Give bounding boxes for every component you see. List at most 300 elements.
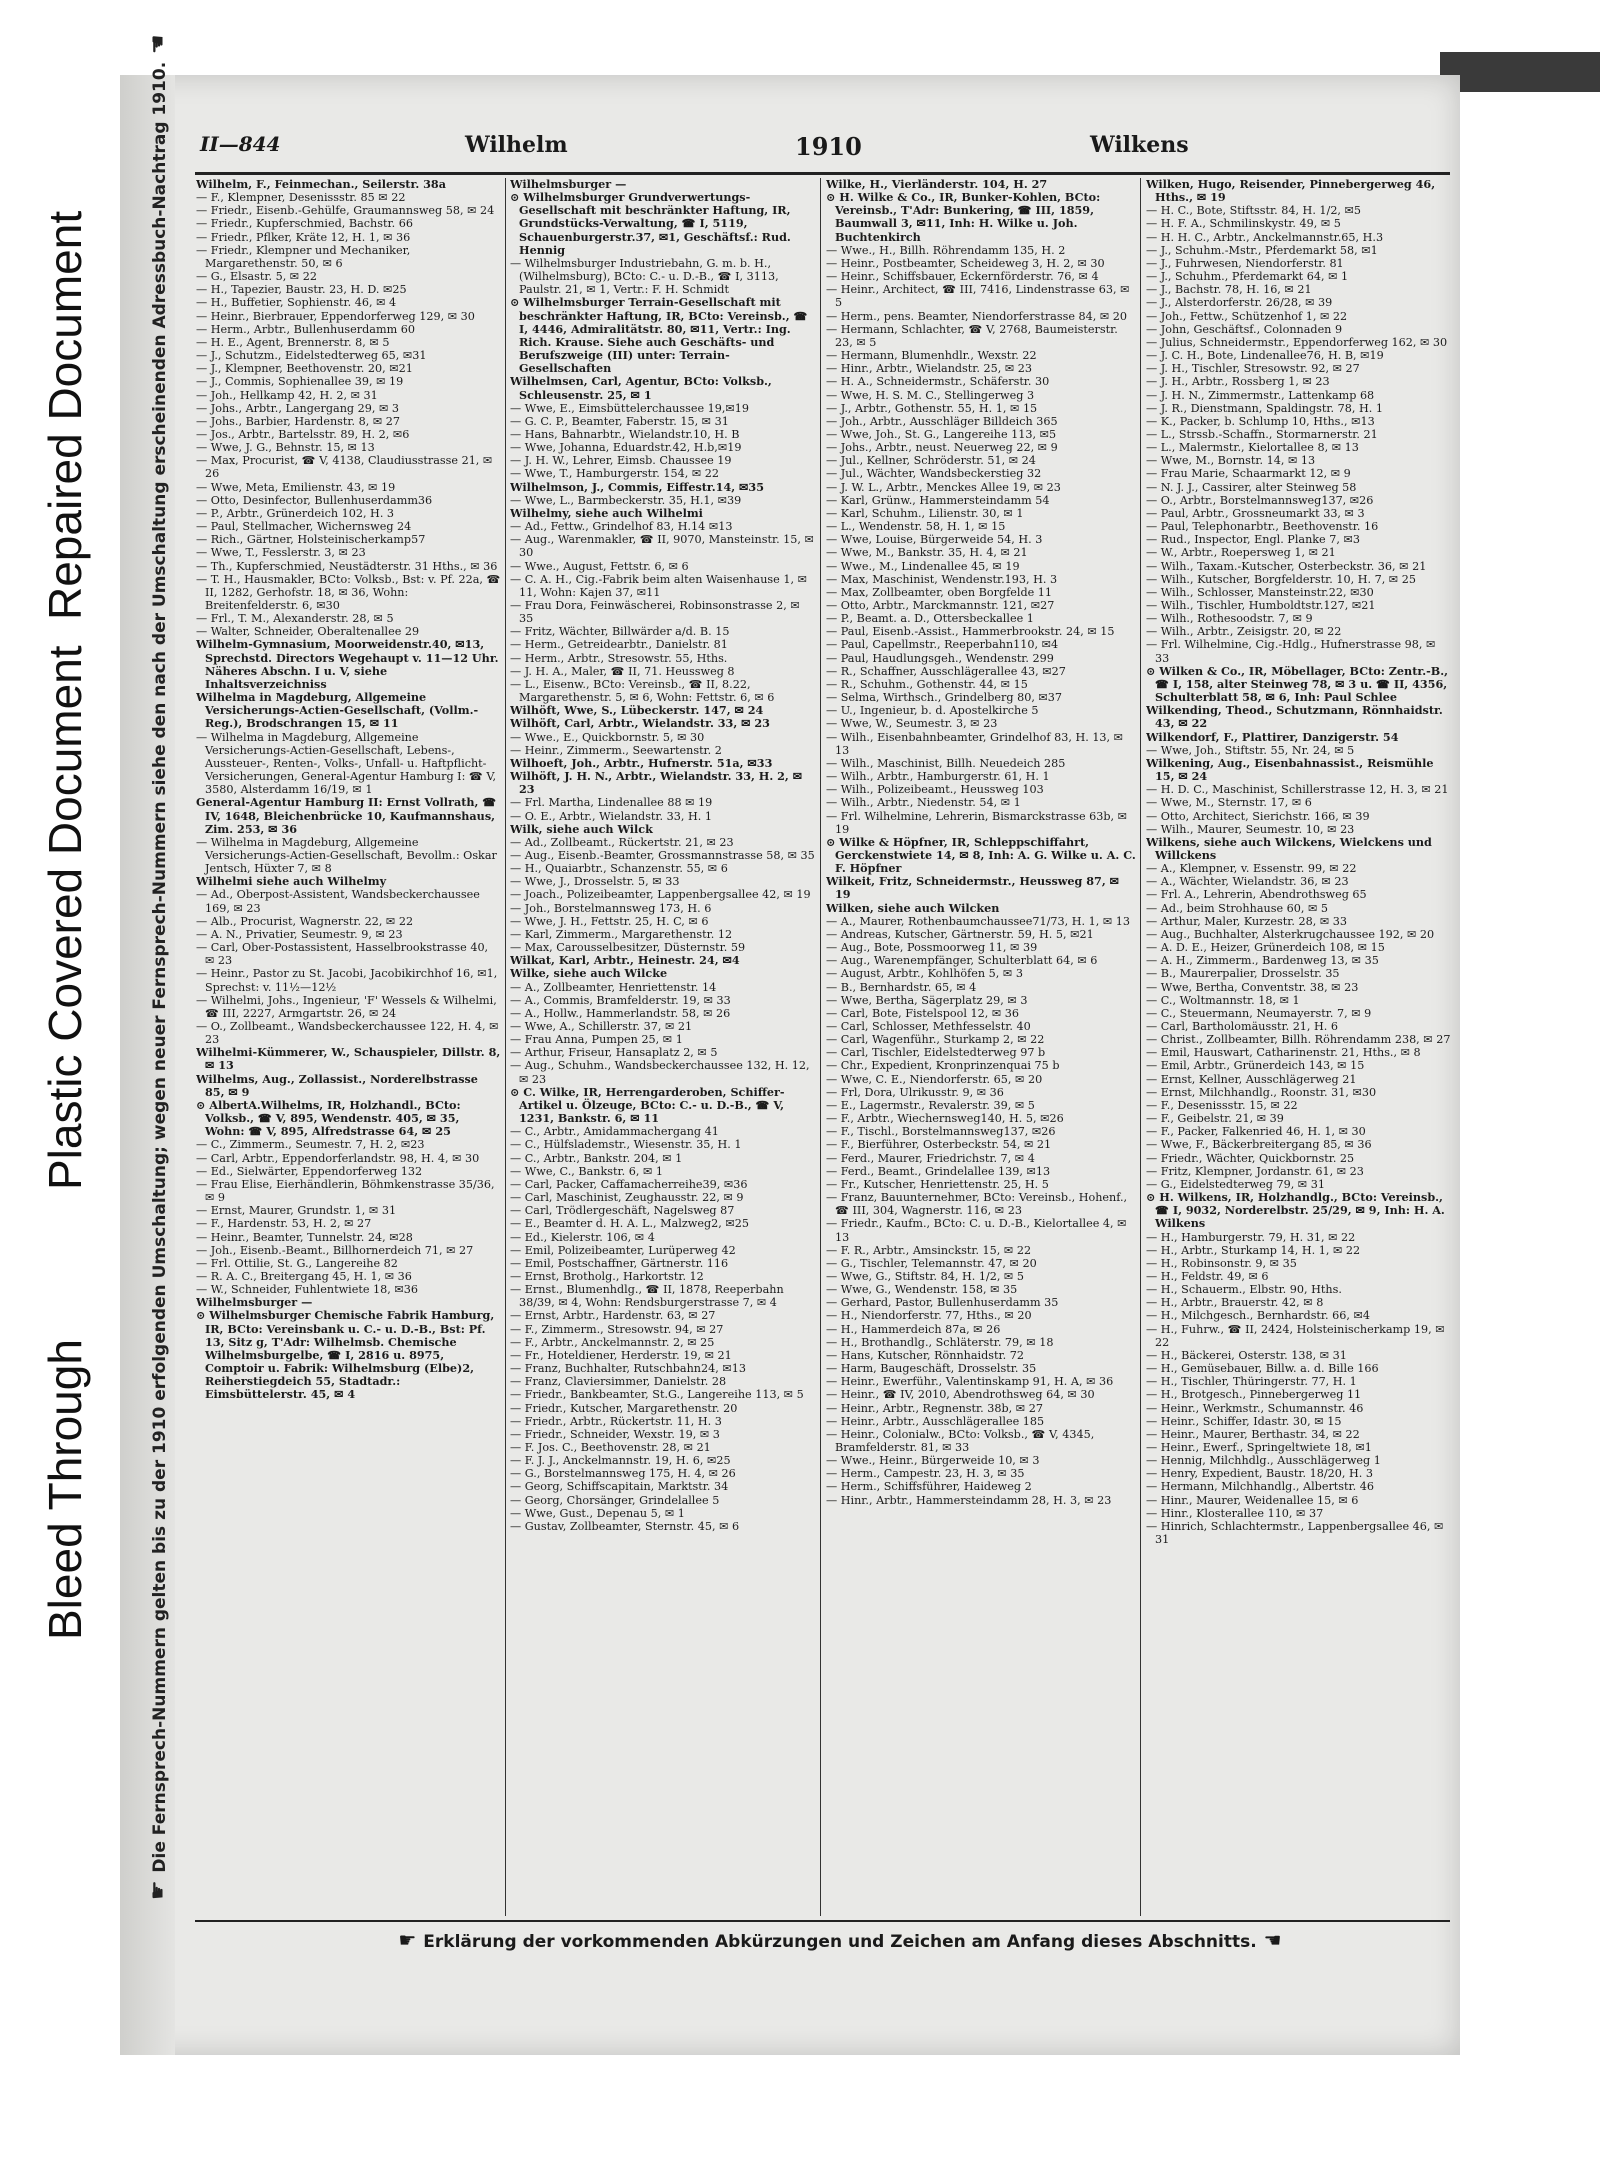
directory-entry: — C., Zimmerm., Seumestr. 7, H. 2, ✉23 [196,1138,425,1152]
directory-entry: Wilkendorf, F., Plattirer, Danzigerstr. 54 [1146,729,1399,744]
directory-entry: — F. R., Arbtr., Amsinckstr. 15, ✉ 22 [826,1243,1032,1257]
directory-entry: — Wwe, Gust., Depenau 5, ✉ 1 [510,1506,685,1520]
bleed-through-label: Bleed Through [39,1339,91,1640]
directory-entry: — Georg, Schiffscapitain, Marktstr. 34 [510,1480,729,1494]
directory-entry: — Wilhelma in Magdeburg, Allgemeine Versicherungs-Actien-Gesellschaft, Lebens-, Aussteuer-, Renten-, Volks-, Unfall- u. Haftpflicht-Versicherungen, General-Agentur Hamburg I: ☎ V, 3580, Alsterdamm 16/19, ✉ 1 [196,730,497,797]
directory-entry: — C., Arbtr., Amidammachergang 41 [510,1125,719,1139]
directory-entry: — Frau Marie, Schaarmarkt 12, ✉ 9 [1146,467,1351,481]
directory-entry: — Ernst, Brotholg., Harkortstr. 12 [510,1269,704,1283]
directory-entry: — R., Schuhm., Gothenstr. 44, ✉ 15 [826,677,1028,691]
directory-entry: — Max, Maschinist, Wendenstr.193, H. 3 [826,572,1058,586]
directory-entry: — Heinr., Schiffer, Idastr. 30, ✉ 15 [1146,1414,1342,1428]
directory-entry: — Wilh., Schlosser, Mansteinstr.22, ✉30 [1146,585,1374,599]
directory-entry: — Walter, Schneider, Oberaltenallee 29 [196,625,420,639]
directory-entry: — Joh., Fettw., Schützenhof 1, ✉ 22 [1146,309,1348,323]
directory-entry: — H., Gemüsebauer, Billw. a. d. Bille 166 [1146,1362,1379,1376]
directory-entry: — J. C. H., Bote, Lindenallee76, H. B, ✉19 [1146,349,1384,363]
directory-entry: — Ad., Zollbeamt., Rückertstr. 21, ✉ 23 [510,835,734,849]
directory-entry: — Johs., Arbtr., neust. Neuerweg 22, ✉ 9 [826,441,1058,455]
directory-entry: — Ferd., Beamt., Grindelallee 139, ✉13 [826,1164,1051,1178]
directory-entry: — H., Hamburgerstr. 79, H. 31, ✉ 22 [1146,1230,1356,1244]
directory-entry: — Joh., Eisenb.-Beamt., Billhornerdeich 71, ✉ 27 [196,1243,474,1257]
directory-entry: — A., Wächter, Wielandstr. 36, ✉ 23 [1146,875,1349,889]
directory-entry: — Heinr., Beamter, Tunnelstr. 24, ✉28 [196,1230,413,1244]
directory-entry: ⊙ Wilhelmsburger Chemische Fabrik Hamburg, IR, BCto: Vereinsbank u. C.- u. D.-B., Bst: Pf. 13, Sitz g, T'Adr: Wilhelmsb. Chemische Wilhelmsburgelbe, ☎ I, 2816 u. 8975, Comptoir u. Fabrik: Wilhelmsburg (Elbe)2, Reiherstiegdeich 55, Stadtadr.: Eimsbüttelerstr. 45, ✉ 4 [196,1308,495,1402]
directory-entry: — Fritz, Wächter, Billwärder a/d. B. 15 [510,625,730,639]
directory-entry: Wilkens, siehe auch Wilckens, Wielckens und Willckens [1146,834,1432,862]
header-rule [195,172,1450,175]
directory-entry: — Otto, Architect, Sierichstr. 166, ✉ 39 [1146,809,1370,823]
directory-entry: — Hinr., Arbtr., Wielandstr. 25, ✉ 23 [826,362,1033,376]
directory-entry: — Friedr., Kupferschmied, Bachstr. 66 [196,217,413,231]
directory-entry: — Otto, Arbtr., Marckmannstr. 121, ✉27 [826,599,1055,612]
directory-entry: — R. A. C., Breitergang 45, H. 1, ✉ 36 [196,1269,412,1283]
directory-entry: — H., Brothandlg., Schläterstr. 79, ✉ 18 [826,1335,1054,1349]
directory-entry: Wilhoeft, Joh., Arbtr., Hufnerstr. 51a, ✉33 [510,755,773,770]
directory-entry: — Wilh., Eisenbahnbeamter, Grindelhof 83, H. 13, ✉ 13 [826,730,1124,757]
directory-entry: — Alb., Procurist, Wagnerstr. 22, ✉ 22 [196,914,414,928]
column-divider [1140,178,1141,1916]
directory-entry: — Friedr., Bankbeamter, St.G., Langereihe 113, ✉ 5 [510,1388,804,1402]
directory-entry: — Paul, Eisenb.-Assist., Hammerbrookstr. 24, ✉ 15 [826,625,1115,639]
directory-entry: — Heinr., Ewerführ., Valentinskamp 91, H. A, ✉ 36 [826,1375,1114,1389]
directory-entry: — Joh., Borstelmannsweg 173, H. 6 [510,901,712,915]
directory-entry: — Max, Zollbeamter, oben Borgfelde 11 [826,585,1053,599]
directory-entry: — C. A. H., Cig.-Fabrik beim alten Waisenhause 1, ✉ 11, Wohn: Kajen 37, ✉11 [510,572,807,599]
directory-entry: — Heinr., Architect, ☎ III, 7416, Lindenstrasse 63, ✉ 5 [826,283,1130,310]
directory-entry: — W., Arbtr., Roepersweg 1, ✉ 21 [1146,546,1336,560]
directory-entry: — Paul, Haudlungsgeh., Wendenstr. 299 [826,651,1054,665]
directory-entry: — Hinr., Arbtr., Hammersteindamm 28, H. 3, ✉ 23 [826,1493,1112,1507]
directory-entry: — J. W. L., Arbtr., Menckes Allee 19, ✉ 23 [826,480,1061,494]
directory-entry: — A., Commis, Bramfelderstr. 19, ✉ 33 [510,993,731,1007]
directory-entry: — P., Beamt. a. D., Ottersbeckallee 1 [826,612,1034,626]
directory-entry: — Joach., Polizeibeamter, Lappenbergsallee 42, ✉ 19 [510,888,811,902]
directory-entry: General-Agentur Hamburg II: Ernst Vollrath, ☎ IV, 1648, Bleichenbrücke 10, Kaufmannshaus, Zim. 253, ✉ 36 [196,795,497,836]
directory-entry: — Hinrich, Schlachtermstr., Lappenbergsallee 46, ✉ 31 [1146,1519,1444,1547]
directory-entry: — F., Tischl., Borstelmannsweg137, ✉26 [826,1125,1056,1139]
directory-entry: — L., Strssb.-Schaffn., Stormarnerstr. 21 [1146,427,1378,441]
directory-entry: — Wwe, M., Bornstr. 14, ✉ 13 [1146,454,1316,468]
directory-entry: — Wwe, C. E., Niendorferstr. 65, ✉ 20 [826,1072,1043,1086]
directory-entry: — Franz, Claviersimmer, Danielstr. 28 [510,1375,727,1389]
directory-entry: — Emil, Postschaffner, Gärtnerstr. 116 [510,1256,729,1270]
directory-entry: — F., Geibelstr. 21, ✉ 39 [1146,1112,1284,1126]
directory-entry: — Joh., Hellkamp 42, H. 2, ✉ 31 [196,388,378,402]
directory-entry: Wilhelmy, siehe auch Wilhelmi [510,505,703,520]
directory-entry: Wilhelmson, J., Commis, Eiffestr.14, ✉35 [510,479,764,494]
edition-year: 1910 [795,132,862,161]
directory-entry: — Heinr., ☎ IV, 2010, Abendrothsweg 64, ✉ 30 [826,1388,1095,1402]
directory-entry: — Wwe., M., Lindenallee 45, ✉ 19 [826,559,1020,573]
directory-entry: — H., Hammerdeich 87a, ✉ 26 [826,1322,1001,1336]
directory-entry: — Christ., Zollbeamter, Billh. Röhrendamm 238, ✉ 27 [1146,1033,1451,1047]
directory-entry: — J., Arbtr., Gothenstr. 55, H. 1, ✉ 15 [826,401,1038,415]
directory-entry: ⊙ Wilken & Co., IR, Möbellager, BCto: Zentr.-B., ☎ I, 158, alter Steinweg 78, ✉ 3 u. ☎ II, 4356, Schulterblatt 58, ✉ 6, Inh: Paul Schlee [1146,663,1449,705]
directory-entry: Wilhöft, Wwe, S., Lübeckerstr. 147, ✉ 24 [510,703,764,718]
directory-entry: — Carl, Trödlergeschäft, Nagelsweg 87 [510,1204,735,1218]
directory-entry: — H., Tischler, Thüringerstr. 77, H. 1 [1146,1375,1357,1389]
directory-entry: — F., Arbtr., Anckelmannstr. 2, ✉ 25 [510,1335,715,1349]
directory-entry: — J., Schutzm., Eidelstedterweg 65, ✉31 [196,349,427,363]
directory-entry: — C., Steuermann, Neumayerstr. 7, ✉ 9 [1146,1006,1372,1020]
directory-entry: — O. E., Arbtr., Wielandstr. 33, H. 1 [510,809,712,823]
directory-entry: — Franz, Bauunternehmer, BCto: Vereinsb., Hohenf., ☎ III, 304, Wagnerstr. 116, ✉ 23 [826,1191,1128,1218]
directory-entry: — Paul, Arbtr., Grossneumarkt 33, ✉ 3 [1146,506,1365,520]
directory-entry: ⊙ H. Wilkens, IR, Holzhandlg., BCto: Vereinsb., ☎ I, 9032, Norderelbstr. 25/29, ✉ 9, Inh: H. A. Wilkens [1146,1190,1445,1231]
directory-entry: — H., Robinsonstr. 9, ✉ 35 [1146,1256,1297,1270]
directory-entry: — Carl, Schlosser, Methfesselstr. 40 [826,1020,1031,1033]
directory-entry: — Herm., Arbtr., Stresowstr. 55, Hths. [510,651,728,665]
directory-entry: — Wwe., E., Quickbornstr. 5, ✉ 30 [510,730,705,744]
directory-entry: — Herm., Campestr. 23, H. 3, ✉ 35 [826,1467,1025,1481]
directory-entry: — Wilhelma in Magdeburg, Allgemeine Versicherungs-Actien-Gesellschaft, Bevollm.: Oskar Jentsch, Hüxter 7, ✉ 8 [196,835,497,876]
directory-entry: — Wilh., Arbtr., Zeisigstr. 20, ✉ 22 [1146,625,1342,639]
directory-entry: — E., Beamter d. H. A. L., Malzweg2, ✉25 [510,1217,749,1231]
footer-rule [195,1920,1450,1922]
directory-entry: — H., Quaiarbtr., Schanzenstr. 55, ✉ 6 [510,862,728,876]
directory-entry: — Wwe., H., Billh. Röhrendamm 135, H. 2 [826,243,1066,257]
directory-entry: — Wwe, H. S. M. C., Stellingerweg 3 [826,388,1035,402]
directory-entry: — Hans, Bahnarbtr., Wielandstr.10, H. B [510,427,740,441]
directory-entry: — Herm., Getreidearbtr., Danielstr. 81 [510,638,728,652]
directory-entry: — F., Packer, Falkenried 46, H. 1, ✉ 30 [1146,1125,1366,1139]
directory-entry: — F., Zimmerm., Stresowstr. 94, ✉ 27 [510,1322,724,1336]
directory-entry: — Ferd., Maurer, Friedrichstr. 7, ✉ 4 [826,1151,1035,1165]
directory-entry: — Wwe, J. H., Fettstr. 25, H. C, ✉ 6 [510,914,709,928]
directory-entry: — Heinr., Ewerf., Springeltwiete 18, ✉1 [1146,1441,1372,1454]
directory-entry: — Carl, Arbtr., Eppendorferlandstr. 98, H. 4, ✉ 30 [196,1151,480,1165]
plastic-covered-document-label: Plastic Covered Document [39,645,91,1190]
directory-entry: — Aug., Buchhalter, Alsterkrugchaussee 192, ✉ 20 [1146,927,1435,941]
directory-entry: — Frau Elise, Eierhändlerin, Böhmkenstrasse 35/36, ✉ 9 [196,1177,495,1205]
directory-entry: — J. H., Arbtr., Rossberg 1, ✉ 23 [1146,375,1330,389]
directory-entry: — Friedr., Pflker, Kräte 12, H. 1, ✉ 36 [196,230,411,244]
directory-entry: — Friedr., Wächter, Quickbornstr. 25 [1146,1151,1355,1165]
directory-entry: — Herm., Arbtr., Bullenhuserdamm 60 [196,322,415,336]
pointing-hand-icon: ☛ [146,1872,171,1900]
directory-entry: — Wwe, J., Drosselstr. 5, ✉ 33 [510,875,680,889]
directory-entry: — H., Arbtr., Brauerstr. 42, ✉ 8 [1146,1296,1324,1310]
directory-entry: — J. H. N., Zimmermstr., Lattenkamp 68 [1146,388,1375,402]
directory-entry: — Wwe, Joh., St. G., Langereihe 113, ✉5 [826,427,1057,441]
directory-entry: — Wwe, T., Fesslerstr. 3, ✉ 23 [196,546,366,560]
pointing-hand-icon: ☚ [146,34,171,62]
directory-entry: — Th., Kupferschmied, Neustädterstr. 31 Hths., ✉ 36 [196,559,498,573]
directory-entry: — Heinr., Bierbrauer, Eppendorferweg 129, ✉ 30 [196,309,475,323]
directory-entry: — Carl, Ober-Postassistent, Hasselbrookstrasse 40, ✉ 23 [196,941,489,968]
directory-entry: — A., Zollbeamter, Henriettenstr. 14 [510,980,717,994]
directory-entry: — L., Eisenw., BCto: Vereinsb., ☎ II, 8.22, Margarethenstr. 5, ✉ 6, Wohn: Fettstr. 6, ✉ 6 [510,677,775,705]
directory-entry: — Hans, Kutscher, Rönnhaidstr. 72 [826,1348,1024,1362]
directory-entry: — Ernst, Milchhandlg., Roonstr. 31, ✉30 [1146,1085,1377,1099]
directory-entry: — Hermann, Milchhandlg., Albertstr. 46 [1146,1480,1374,1494]
directory-entry: — Aug., Bote, Possmoorweg 11, ✉ 39 [826,941,1038,955]
directory-entry: — A. D. E., Heizer, Grünerdeich 108, ✉ 15 [1146,941,1385,955]
directory-entry: — Friedr., Kaufm., BCto: C. u. D.-B., Kielortallee 4, ✉ 13 [826,1217,1127,1244]
directory-entry: — Friedr., Kutscher, Margarethenstr. 20 [510,1401,738,1415]
directory-entry: — Chr., Expedient, Kronprinzenquai 75 b [826,1059,1060,1073]
directory-entry: — Heinr., Pastor zu St. Jacobi, Jacobikirchhof 16, ✉1, Sprechst: v. 11½—12½ [196,967,498,994]
directory-entry: Wilke, H., Vierländerstr. 104, H. 27 [826,178,1048,191]
directory-entry: — Carl, Wagenführ., Sturkamp 2, ✉ 22 [826,1033,1045,1047]
directory-entry: Wilhelma in Magdeburg, Allgemeine Versicherungs-Actien-Gesellschaft, (Vollm.-Reg.), Brodschrangen 15, ✉ 11 [196,690,479,731]
directory-entry: — A., Klempner, v. Essenstr. 99, ✉ 22 [1146,862,1357,876]
side-notice-text: Die Fernsprech-Nummern gelten bis zu der 1910 erfolgenden Umschaltung; wegen neuer Fernsprech-Nummern siehe den nach der Umschaltung erscheinenden Adressbuch-Nachtrag 1910. [150,61,170,1873]
directory-entry: — Aug., Schuhm., Wandsbeckerchaussee 132, H. 12, ✉ 23 [510,1059,810,1086]
directory-entry: — Otto, Desinfector, Bullenhuserdamm36 [196,493,433,507]
directory-entry: — H. F. A., Schmilinskystr. 49, ✉ 5 [1146,217,1341,231]
directory-entry: — J., Alsterdorferstr. 26/28, ✉ 39 [1146,296,1333,310]
directory-entry: — Andreas, Kutscher, Gärtnerstr. 59, H. 5, ✉21 [826,927,1094,941]
directory-entry: — Friedr., Eisenb.-Gehülfe, Graumannsweg 58, ✉ 24 [196,204,495,218]
directory-entry: — O., Arbtr., Borstelmannsweg137, ✉26 [1146,493,1374,507]
directory-entry: Wilhelmi siehe auch Wilhelmy [196,874,387,889]
directory-entry: ⊙ H. Wilke & Co., IR, Bunker-Kohlen, BCto: Vereinsb., T'Adr: Bunkering, ☎ III, 1859, Baumwall 3, ✉11, Inh: H. Wilke u. Joh. Buchtenkirch [826,190,1101,244]
directory-entry: Wilke, siehe auch Wilcke [510,966,668,981]
directory-entry: — Emil, Hauswart, Catharinenstr. 21, Hths., ✉ 8 [1146,1046,1421,1060]
directory-entry: ⊙ Wilhelmsburger Grundverwertungs-Gesellschaft mit beschränkter Haftung, IR, Grundstücks-Verwaltung, ☎ I, 5119, Schauenburgerstr.37, ✉1, Geschäftsf.: Rud. Hennig [510,190,791,257]
directory-entry: — Harm, Baugeschäft, Drosselstr. 35 [826,1362,1037,1376]
directory-entry: Wilhelmsburger — [510,178,627,191]
directory-entry: — Wwe, T., Hamburgerstr. 154, ✉ 22 [510,467,720,481]
directory-entry: — B., Bernhardstr. 65, ✉ 4 [826,980,977,994]
directory-entry: — Wwe, F., Bäckerbreitergang 85, ✉ 36 [1146,1138,1372,1152]
directory-entry: — Carl, Maschinist, Zeughausstr. 22, ✉ 9 [510,1191,744,1205]
directory-entry: — C., Woltmannstr. 18, ✉ 1 [1146,993,1300,1007]
directory-entry: — Selma, Wirthsch., Grindelberg 80, ✉37 [826,691,1063,705]
directory-entry: — H., Feldstr. 49, ✉ 6 [1146,1269,1269,1283]
directory-entry: — Heinr., Schiffsbauer, Eckernförderstr. 76, ✉ 4 [826,270,1099,284]
directory-entry: — A., Hollw., Hammerlandstr. 58, ✉ 26 [510,1006,731,1020]
page-number: II—844 [200,132,281,156]
directory-entry: — Wwe, M., Sternstr. 17, ✉ 6 [1146,796,1312,810]
directory-entry: — Wilh., Rothesoodstr. 7, ✉ 9 [1146,612,1313,626]
directory-entry: ⊙ Wilhelmsburger Terrain-Gesellschaft mit beschränkter Haftung, IR, BCto: Vereinsb., ☎ I, 4446, Admiralitätstr. 80, ✉11, Vertr.: Ing. Rich. Krause. Siehe auch Geschäfts- und Berufszweige (III) unter: Terrain-Gesellschaften [510,295,808,376]
directory-entry: — Heinr., Werkmstr., Schumannstr. 46 [1146,1401,1364,1415]
directory-entry: — C., Hülfslademstr., Wiesenstr. 35, H. 1 [510,1138,742,1152]
directory-entry: — Carl, Packer, Caffamacherreihe39, ✉36 [510,1177,748,1191]
directory-entry: — J., Schuhm., Pferdemarkt 64, ✉ 1 [1146,270,1349,284]
directory-entry: — H., Schauerm., Elbstr. 90, Hths. [1146,1283,1342,1297]
directory-entry: — Joh., Arbtr., Ausschläger Billdeich 365 [826,414,1058,428]
directory-entry: Wilk, siehe auch Wilck [510,821,653,836]
last-entry-word: Wilkens [1090,132,1189,158]
directory-entry: — B., Maurerpalier, Drosselstr. 35 [1146,967,1340,981]
directory-entry: — Hinr., Maurer, Weidenallee 15, ✉ 6 [1146,1493,1359,1507]
directory-entry: Wilhöft, Carl, Arbtr., Wielandstr. 33, ✉ 23 [510,716,770,731]
directory-entry: — H. H. C., Arbtr., Anckelmannstr.65, H.3 [1146,230,1384,244]
directory-entry: — Wilh., Polizeibeamt., Heussweg 103 [826,783,1044,797]
directory-entry: — Heinr., Postbeamter, Scheideweg 3, H. 2, ✉ 30 [826,256,1105,270]
directory-column-4 [1146,178,1452,1916]
directory-entry: — H., Brotgesch., Pinnebergerweg 11 [1146,1388,1362,1402]
directory-entry: — Karl, Grünw., Hammersteindamm 54 [826,493,1050,507]
directory-entry: — H. E., Agent, Brennerstr. 8, ✉ 5 [196,335,390,349]
directory-entry: Wilhelms, Aug., Zollassist., Norderelbstrasse 85, ✉ 9 [196,1071,478,1099]
directory-entry: — Ad., Fettw., Grindelhof 83, H.14 ✉13 [510,520,733,534]
directory-entry: — Henry, Expedient, Baustr. 18/20, H. 3 [1146,1467,1373,1481]
directory-entry: — E., Lagermstr., Revalerstr. 39, ✉ 5 [826,1098,1035,1112]
directory-entry: — Frl., T. M., Alexanderstr. 28, ✉ 5 [196,612,394,626]
directory-entry: — F., Klempner, Desenissstr. 85 ✉ 22 [196,191,406,205]
directory-entry: — H., Buffetier, Sophienstr. 46, ✉ 4 [196,296,397,310]
directory-entry: — Wwe, C., Bankstr. 6, ✉ 1 [510,1164,664,1178]
directory-entry: — Carl, Bartholomäusstr. 21, H. 6 [1146,1020,1339,1033]
directory-entry: — Ernst., Blumenhdlg., ☎ II, 1878, Reeperbahn 38/39, ✉ 4, Wohn: Rendsburgerstrasse 7, ✉ 4 [510,1283,784,1310]
directory-entry: — F. Jos. C., Beethovenstr. 28, ✉ 21 [510,1441,711,1454]
directory-entry: — Johs., Barbier, Hardenstr. 8, ✉ 27 [196,414,401,428]
directory-entry: — Paul, Capellmstr., Reeperbahn110, ✉4 [826,638,1059,652]
directory-entry: — Friedr., Schneider, Wexstr. 19, ✉ 3 [510,1427,720,1441]
directory-entry: — C., Arbtr., Bankstr. 204, ✉ 1 [510,1151,683,1165]
directory-entry: — J. R., Dienstmann, Spaldingstr. 78, H. 1 [1146,401,1383,415]
directory-entry: — Friedr., Arbtr., Rückertstr. 11, H. 3 [510,1414,722,1428]
directory-entry: — Wilh., Arbtr., Niedenstr. 54, ✉ 1 [826,796,1021,810]
directory-entry: — J., Commis, Sophienallee 39, ✉ 19 [196,375,404,389]
directory-entry: — Gerhard, Pastor, Bullenhuserdamm 35 [826,1296,1059,1310]
directory-entry: — N. J. J., Cassirer, alter Steinweg 58 [1146,480,1357,494]
directory-entry: — Frl, Dora, Ulrikusstr. 9, ✉ 36 [826,1085,1004,1099]
directory-entry: — Heinr., Zimmerm., Seewartenstr. 2 [510,743,722,757]
directory-entry: Wilkat, Karl, Arbtr., Heinestr. 24, ✉4 [510,953,740,968]
directory-entry: — Herm., pens. Beamter, Niendorferstrasse 84, ✉ 20 [826,309,1128,323]
directory-entry: — Hinr., Klosterallee 110, ✉ 37 [1146,1506,1324,1520]
directory-entry: — Wilh., Maurer, Seumestr. 10, ✉ 23 [1146,822,1355,836]
directory-entry: — Carl, Tischler, Eidelstedterweg 97 b [826,1046,1046,1060]
directory-entry: — P., Arbtr., Grünerdeich 102, H. 3 [196,506,395,520]
pointing-hand-icon: ☛ [398,1928,424,1952]
directory-entry: — F., Bierführer, Osterbeckstr. 54, ✉ 21 [826,1138,1052,1152]
directory-entry: Wilkening, Aug., Eisenbahnassist., Reismühle 15, ✉ 24 [1146,755,1434,784]
directory-entry: — Ernst, Arbtr., Hardenstr. 63, ✉ 27 [510,1309,716,1323]
directory-entry: — F., Arbtr., Wiechernsweg140, H. 5, ✉26 [826,1112,1064,1126]
directory-entry: — Frau Dora, Feinwäscherei, Robinsonstrasse 2, ✉ 35 [510,599,800,626]
directory-entry: — Wilh., Kutscher, Borgfelderstr. 10, H. 7, ✉ 25 [1146,572,1416,586]
directory-entry: — Frl. Martha, Lindenallee 88 ✉ 19 [510,796,713,810]
directory-entry: — Georg, Chorsänger, Grindelallee 5 [510,1493,720,1507]
directory-entry: — H. D. C., Maschinist, Schillerstrasse 12, H. 3, ✉ 21 [1146,783,1449,797]
directory-entry: — Wilhelmsburger Industriebahn, G. m. b. H., (Wilhelmsburg), BCto: C.- u. D.-B., ☎ I, 3113, Paulstr. 21, ✉ 1, Vertr.: F. H. Schmidt [510,256,779,297]
directory-entry: — G., Elsastr. 5, ✉ 22 [196,270,317,284]
directory-entry: — F., Desenissstr. 15, ✉ 22 [1146,1098,1298,1112]
directory-entry: — Wwe, W., Seumestr. 3, ✉ 23 [826,717,998,731]
directory-entry: Wilken, Hugo, Reisender, Pinnebergerweg 46, Hths., ✉ 19 [1146,178,1436,205]
directory-entry: — Wwe, A., Schillerstr. 37, ✉ 21 [510,1020,693,1033]
directory-entry: Wilhelmsen, Carl, Agentur, BCto: Volksb., Schleusenstr. 25, ✉ 1 [510,374,772,402]
directory-entry: — J., Klempner, Beethovenstr. 20, ✉21 [196,362,413,376]
directory-entry: — J., Schuhm.-Mstr., Pferdemarkt 58, ✉1 [1146,243,1378,257]
pointing-hand-icon: ☚ [1256,1928,1282,1952]
directory-entry: — G., Eidelstedterweg 79, ✉ 31 [1146,1177,1325,1191]
scan-margin [0,0,1600,52]
directory-entry: — Frl. Ottilie, St. G., Langereihe 82 [196,1256,398,1270]
page-footer [280,1928,1400,1952]
directory-entry: — Heinr., Maurer, Berthastr. 34, ✉ 22 [1146,1427,1360,1441]
directory-entry: — U., Ingenieur, b. d. Apostelkirche 5 [826,704,1039,718]
directory-entry: — A. N., Privatier, Seumestr. 9, ✉ 23 [196,927,403,941]
directory-entry: — Aug., Warenempfänger, Schulterblatt 64, ✉ 6 [826,954,1098,968]
directory-entry: — John, Geschäftsf., Colonnaden 9 [1146,322,1343,336]
directory-entry: — H., Bäckerei, Osterstr. 138, ✉ 31 [1146,1348,1347,1362]
directory-entry: — Wilhelmi, Johs., Ingenieur, 'F' Wessels & Wilhelmi, ☎ III, 2227, Armgartstr. 26, ✉ 24 [196,993,497,1020]
directory-entry: — K., Packer, b. Schlump 10, Hths., ✉13 [1146,414,1375,428]
directory-entry: — Heinr., Arbtr., Ausschlägerallee 185 [826,1414,1045,1428]
directory-entry: — Ed., Sielwärter, Eppendorferweg 132 [196,1164,423,1178]
directory-entry: — Wwe, G., Stiftstr. 84, H. 1/2, ✉ 5 [826,1269,1024,1283]
directory-entry: — Ad., Oberpost-Assistent, Wandsbeckerchaussee 169, ✉ 23 [196,888,480,915]
directory-entry: — H., Tapezier, Baustr. 23, H. D. ✉25 [196,283,407,297]
directory-entry: — Hermann, Blumenhdlr., Wexstr. 22 [826,349,1037,363]
directory-entry: — Arthur, Friseur, Hansaplatz 2, ✉ 5 [510,1046,718,1060]
directory-entry: — Julius, Schneidermstr., Eppendorferweg 162, ✉ 30 [1146,335,1448,349]
directory-entry: — Wwe, Bertha, Sägerplatz 29, ✉ 3 [826,993,1028,1007]
first-entry-word: Wilhelm [465,132,568,158]
directory-entry: — G., Borstelmannsweg 175, H. 4, ✉ 26 [510,1467,736,1481]
directory-entry: — Frau Anna, Pumpen 25, ✉ 1 [510,1033,683,1047]
directory-entry: — Max, Procurist, ☎ V, 4138, Claudiusstrasse 21, ✉ 26 [196,454,493,481]
directory-entry: — H., Milchgesch., Bernhardstr. 66, ✉4 [1146,1309,1370,1323]
directory-entry: — L., Wendenstr. 58, H. 1, ✉ 15 [826,520,1006,534]
directory-entry: — Friedr., Klempner und Mechaniker, Margarethenstr. 50, ✉ 6 [196,243,411,270]
directory-entry: — Karl, Zimmerm., Margarethenstr. 12 [510,927,733,941]
directory-entry: Wilhelm-Gymnasium, Moorweidenstr.40, ✉13, Sprechstd. Directors Wegehaupt v. 11—12 Uhr. Näheres Abschn. I u. V, siehe Inhaltsverzeichniss [196,637,499,691]
directory-entry: — Wwe, J. G., Behnstr. 15, ✉ 13 [196,441,375,455]
directory-entry: Wilkending, Theod., Schutzmann, Rönnhaidstr. 43, ✉ 22 [1146,703,1443,731]
directory-entry: — Jul., Kellner, Schröderstr. 51, ✉ 24 [826,454,1036,468]
directory-entry: — Franz, Buchhalter, Rutschbahn24, ✉13 [510,1362,746,1376]
directory-entry: — Aug., Eisenb.-Beamter, Grossmannstrasse 58, ✉ 35 [510,848,815,862]
directory-entry: — Arthur, Maler, Kurzestr. 28, ✉ 33 [1146,914,1348,928]
directory-entry: — Aug., Warenmakler, ☎ II, 9070, Mansteinstr. 15, ✉ 30 [510,533,814,560]
directory-entry: — F., Hardenstr. 53, H. 2, ✉ 27 [196,1217,372,1231]
directory-entry: — F. J. J., Anckelmannstr. 19, H. 6, ✉25 [510,1454,731,1468]
directory-entry: ⊙ Wilke & Höpfner, IR, Schleppschiffahrt, Gerckenstwiete 14, ✉ 8, Inh: A. G. Wilke u. A. C. F. Höpfner [826,834,1136,876]
directory-entry: — L., Malermstr., Kielortallee 8, ✉ 13 [1146,441,1359,455]
directory-entry: — Hennig, Milchhdlg., Ausschlägerweg 1 [1146,1454,1381,1468]
side-notice [146,34,171,1900]
directory-entry: — J. H., Tischler, Stresowstr. 92, ✉ 27 [1146,362,1360,376]
directory-entry: — Wwe, Meta, Emilienstr. 43, ✉ 19 [196,480,396,494]
directory-entry: — Rich., Gärtner, Holsteinischerkamp57 [196,533,426,547]
directory-column-3 [826,178,1136,1916]
directory-entry: — H., Arbtr., Sturkamp 14, H. 1, ✉ 22 [1146,1243,1361,1257]
directory-entry: — Karl, Schuhm., Lilienstr. 30, ✉ 1 [826,506,1024,520]
directory-entry: — Ernst, Maurer, Grundstr. 1, ✉ 31 [196,1204,397,1218]
column-divider [820,178,821,1916]
directory-entry: ⊙ C. Wilke, IR, Herrengarderoben, Schiffer-Artikel u. Ölzeuge, BCto: C.- u. D.-B., ☎ V, 1231, Bankstr. 6, ✉ 11 [510,1084,785,1126]
directory-entry: — Wwe, Joh., Stiftstr. 55, Nr. 24, ✉ 5 [1146,743,1355,757]
directory-entry: — Wwe., Heinr., Bürgerweide 10, ✉ 3 [826,1454,1040,1468]
directory-entry: — Wwe, Louise, Bürgerweide 54, H. 3 [826,533,1043,547]
directory-entry: — Heinr., Arbtr., Regnenstr. 38b, ✉ 27 [826,1401,1043,1415]
directory-entry: — A., Maurer, Rothenbaumchaussee71/73, H. 1, ✉ 13 [826,914,1131,928]
directory-entry: — Wwe, L., Barmbeckerstr. 35, H.1, ✉39 [510,493,742,507]
directory-entry: — G. C. P., Beamter, Faberstr. 15, ✉ 31 [510,414,729,428]
directory-entry: — A. H., Zimmerm., Bardenweg 13, ✉ 35 [1146,954,1379,968]
directory-entry: — Jul., Wächter, Wandsbeckerstieg 32 [826,467,1042,481]
directory-entry: — Heinr., Colonialw., BCto: Volksb., ☎ V, 4345, Bramfelderstr. 81, ✉ 33 [826,1427,1095,1454]
directory-entry: — Rud., Inspector, Engl. Planke 7, ✉3 [1146,533,1360,547]
directory-entry: — Emil, Polizeibeamter, Lurüperweg 42 [510,1243,736,1257]
repaired-document-label: Repaired Document [39,210,91,620]
directory-entry: Wilhelm, F., Feinmechan., Seilerstr. 38a [196,178,446,191]
directory-entry: — Ed., Kielerstr. 106, ✉ 4 [510,1230,655,1244]
directory-entry: — Max, Carousselbesitzer, Düsternstr. 59 [510,941,746,955]
directory-entry: Wilhöft, J. H. N., Arbtr., Wielandstr. 33, H. 2, ✉ 23 [510,769,803,797]
directory-entry: — Carl, Bote, Fistelspool 12, ✉ 36 [826,1006,1019,1020]
directory-entry: Wilhelmi-Kümmerer, W., Schauspieler, Dillstr. 8, ✉ 13 [196,1045,501,1073]
